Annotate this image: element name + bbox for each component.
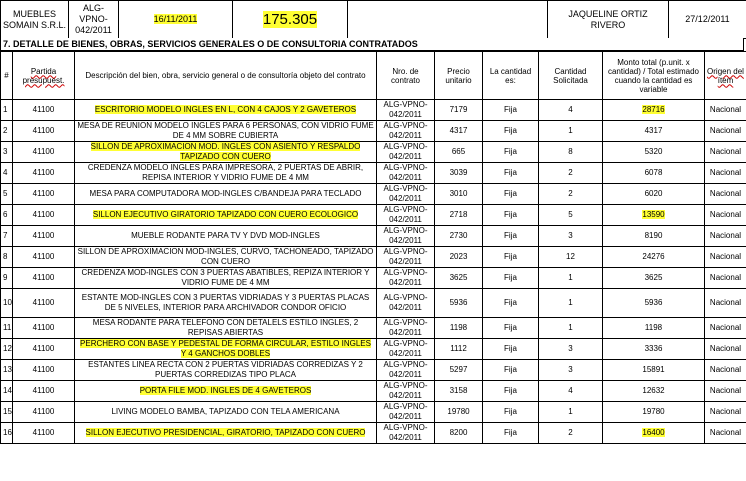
- row-partida: 41100: [13, 184, 75, 205]
- row-total: 8190: [603, 226, 705, 247]
- row-quantity-type: Fija: [483, 381, 539, 402]
- row-contract: ALG-VPNO-042/2011: [377, 268, 435, 289]
- row-description: [75, 100, 377, 121]
- row-description: MUEBLE RODANTE PARA TV Y DVD MOD-INGLES: [75, 226, 377, 247]
- row-origin: Nacional: [705, 247, 746, 268]
- row-number: 2: [1, 121, 13, 142]
- row-total: [603, 205, 705, 226]
- row-contract: ALG-VPNO-042/2011: [377, 423, 435, 444]
- row-price: 7179: [435, 100, 483, 121]
- table-header-row: [1, 52, 746, 100]
- row-quantity: 5: [539, 205, 603, 226]
- row-partida: 41100: [13, 402, 75, 423]
- row-quantity: 2: [539, 184, 603, 205]
- table-row: [1, 100, 746, 121]
- row-partida: 41100: [13, 226, 75, 247]
- row-description: [75, 381, 377, 402]
- row-contract: ALG-VPNO-042/2011: [377, 318, 435, 339]
- vendor-name: MUEBLES SOMAIN S.R.L.: [1, 1, 69, 39]
- row-origin: Nacional: [705, 318, 746, 339]
- person-name: JAQUELINE ORTIZ RIVERO: [548, 1, 669, 39]
- row-price: 3158: [435, 381, 483, 402]
- row-origin: Nacional: [705, 381, 746, 402]
- row-quantity: 12: [539, 247, 603, 268]
- row-partida: 41100: [13, 121, 75, 142]
- row-origin: Nacional: [705, 289, 746, 318]
- row-number: 14: [1, 381, 13, 402]
- row-description: ESTANTES LINEA RECTA CON 2 PUERTAS VIDRIADAS CORREDIZAS Y 2 PUERTAS CORREDIZAS TIPO PLACA: [75, 360, 377, 381]
- row-total: 3336: [603, 339, 705, 360]
- row-description: CREDENZA MODELO INGLES PARA IMPRESORA, 2 PUERTAS DE ABRIR, REPISA INTERIOR Y VIDRIO FUME DE 4 MM: [75, 163, 377, 184]
- row-total: [603, 423, 705, 444]
- col-partida: Partida presupuest.: [13, 52, 75, 100]
- row-quantity: 4: [539, 381, 603, 402]
- row-partida: 41100: [13, 423, 75, 444]
- table-row: [1, 226, 746, 247]
- row-total-highlight: 28716: [642, 105, 665, 114]
- row-quantity-type: Fija: [483, 360, 539, 381]
- row-price: 2023: [435, 247, 483, 268]
- row-description: MESA RODANTE PARA TELEFONO CON DETALELS ESTILO INGLES, 2 REPISAS ABIERTAS: [75, 318, 377, 339]
- row-quantity: 2: [539, 423, 603, 444]
- row-partida: 41100: [13, 339, 75, 360]
- row-contract: ALG-VPNO-042/2011: [377, 381, 435, 402]
- row-partida: 41100: [13, 142, 75, 163]
- row-partida: 41100: [13, 205, 75, 226]
- row-origin: Nacional: [705, 142, 746, 163]
- table-row: [1, 268, 746, 289]
- row-contract: ALG-VPNO-042/2011: [377, 205, 435, 226]
- table-row: [1, 163, 746, 184]
- row-description: [75, 423, 377, 444]
- row-total: 15891: [603, 360, 705, 381]
- row-description: MESA PARA COMPUTADORA MOD-INGLES C/BANDEJA PARA TECLADO: [75, 184, 377, 205]
- row-origin: Nacional: [705, 423, 746, 444]
- table-row: [1, 318, 746, 339]
- row-price: 2718: [435, 205, 483, 226]
- table-row: [1, 423, 746, 444]
- row-quantity: 1: [539, 289, 603, 318]
- col-nro: Nro. de contrato: [377, 52, 435, 100]
- row-partida: 41100: [13, 360, 75, 381]
- row-contract: ALG-VPNO-042/2011: [377, 100, 435, 121]
- row-total: 5936: [603, 289, 705, 318]
- row-description-highlight: SILLON DE APROXIMACION MOD. INGLES CON ASIENTO Y RESPALDO TAPIZADO CON CUERO: [90, 142, 361, 161]
- row-description: ESTANTE MOD-INGLES CON 3 PUERTAS VIDRIADAS Y 3 PUERTAS PLACAS DE 5 NIVELES, INTERIOR PARA ARCHIVADOR CONDOR OFICIO: [75, 289, 377, 318]
- row-number: 16: [1, 423, 13, 444]
- row-contract: ALG-VPNO-042/2011: [377, 339, 435, 360]
- row-total: 5320: [603, 142, 705, 163]
- row-price: 19780: [435, 402, 483, 423]
- contract-number: ALG-VPNO-042/2011: [69, 1, 119, 39]
- col-cantidad-sol: Cantidad Solicitada: [539, 52, 603, 100]
- row-quantity: 1: [539, 318, 603, 339]
- row-total: [603, 100, 705, 121]
- table-row: [1, 402, 746, 423]
- row-description: [75, 205, 377, 226]
- table-row: [1, 121, 746, 142]
- table-row: [1, 289, 746, 318]
- row-description-highlight: PORTA FILE MOD. INGLES DE 4 GAVETEROS: [139, 386, 312, 395]
- row-quantity-type: Fija: [483, 268, 539, 289]
- row-description-highlight: PERCHERO CON BASE Y PEDESTAL DE FORMA CIRCULAR, ESTILO INGLES Y 4 GANCHOS DOBLES: [80, 339, 371, 358]
- blank-cell: [348, 1, 548, 39]
- row-number: 8: [1, 247, 13, 268]
- row-quantity: 2: [539, 163, 603, 184]
- row-quantity: 3: [539, 226, 603, 247]
- row-description: SILLON DE APROXIMACION MOD-INGLES, CURVO, TACHONEADO, TAPIZADO CON CUERO: [75, 247, 377, 268]
- row-quantity: 1: [539, 268, 603, 289]
- row-description: [75, 339, 377, 360]
- row-origin: Nacional: [705, 184, 746, 205]
- row-quantity-type: Fija: [483, 247, 539, 268]
- row-contract: ALG-VPNO-042/2011: [377, 121, 435, 142]
- row-total: 4317: [603, 121, 705, 142]
- row-number: 6: [1, 205, 13, 226]
- row-total-highlight: 16400: [642, 428, 665, 437]
- row-description: MESA DE REUNION MODELO INGLES PARA 6 PERSONAS, CON VIDRIO FUME DE 4 MM SOBRE CUBIERTA: [75, 121, 377, 142]
- row-total: 12632: [603, 381, 705, 402]
- row-origin: Nacional: [705, 100, 746, 121]
- row-contract: ALG-VPNO-042/2011: [377, 163, 435, 184]
- row-price: 5297: [435, 360, 483, 381]
- table-row: [1, 339, 746, 360]
- row-quantity-type: Fija: [483, 184, 539, 205]
- row-partida: 41100: [13, 163, 75, 184]
- row-origin: Nacional: [705, 163, 746, 184]
- row-contract: ALG-VPNO-042/2011: [377, 142, 435, 163]
- row-contract: ALG-VPNO-042/2011: [377, 360, 435, 381]
- row-price: 3039: [435, 163, 483, 184]
- col-num: #: [1, 52, 13, 100]
- row-origin: Nacional: [705, 360, 746, 381]
- row-partida: 41100: [13, 318, 75, 339]
- row-quantity-type: Fija: [483, 121, 539, 142]
- row-quantity-type: Fija: [483, 100, 539, 121]
- amount-value: 175.305: [262, 10, 318, 28]
- col-monto: Monto total (p.unit. x cantidad) / Total estimado cuando la cantidad es variable: [603, 52, 705, 100]
- section-title: 7. DETALLE DE BIENES, OBRAS, SERVICIOS GENERALES O DE CONSULTORIA CONTRATADOS: [0, 38, 744, 51]
- row-origin: Nacional: [705, 402, 746, 423]
- row-total-highlight: 13590: [642, 210, 665, 219]
- row-origin: Nacional: [705, 268, 746, 289]
- row-quantity: 1: [539, 402, 603, 423]
- row-quantity: 3: [539, 360, 603, 381]
- row-quantity-type: Fija: [483, 289, 539, 318]
- row-origin: Nacional: [705, 121, 746, 142]
- row-number: 15: [1, 402, 13, 423]
- row-total: 24276: [603, 247, 705, 268]
- row-price: 5936: [435, 289, 483, 318]
- row-total: 3625: [603, 268, 705, 289]
- row-quantity-type: Fija: [483, 423, 539, 444]
- row-partida: 41100: [13, 381, 75, 402]
- row-quantity: 8: [539, 142, 603, 163]
- date-cell: [119, 1, 233, 39]
- contract-header-table: [0, 0, 746, 39]
- row-partida: 41100: [13, 247, 75, 268]
- col-origen: Origen del ítem: [705, 52, 746, 100]
- row-number: 11: [1, 318, 13, 339]
- table-row: [1, 381, 746, 402]
- table-row: [1, 360, 746, 381]
- row-partida: 41100: [13, 289, 75, 318]
- row-price: 3625: [435, 268, 483, 289]
- table-row: [1, 184, 746, 205]
- row-origin: Nacional: [705, 226, 746, 247]
- row-contract: ALG-VPNO-042/2011: [377, 226, 435, 247]
- row-number: 1: [1, 100, 13, 121]
- row-description-highlight: SILLON EJECUTIVO PRESIDENCIAL, GIRATORIO, TAPIZADO CON CUERO: [85, 428, 366, 437]
- row-partida: 41100: [13, 100, 75, 121]
- row-total: 1198: [603, 318, 705, 339]
- row-contract: ALG-VPNO-042/2011: [377, 247, 435, 268]
- row-quantity-type: Fija: [483, 163, 539, 184]
- row-origin: Nacional: [705, 205, 746, 226]
- row-number: 7: [1, 226, 13, 247]
- row-contract: ALG-VPNO-042/2011: [377, 289, 435, 318]
- row-quantity: 4: [539, 100, 603, 121]
- end-date: 27/12/2011: [669, 1, 746, 39]
- row-quantity-type: Fija: [483, 142, 539, 163]
- col-precio: Precio unitario: [435, 52, 483, 100]
- row-quantity-type: Fija: [483, 318, 539, 339]
- row-number: 5: [1, 184, 13, 205]
- row-total: 6078: [603, 163, 705, 184]
- row-description: CREDENZA MOD-INGLES CON 3 PUERTAS ABATIBLES, REPIZA INTERIOR Y VIDRIO FUME DE 4 MM: [75, 268, 377, 289]
- row-number: 13: [1, 360, 13, 381]
- row-quantity: 3: [539, 339, 603, 360]
- row-quantity-type: Fija: [483, 339, 539, 360]
- row-price: 8200: [435, 423, 483, 444]
- col-desc: Descripción del bien, obra, servicio general o de consultoría objeto del contrato: [75, 52, 377, 100]
- row-number: 12: [1, 339, 13, 360]
- row-price: 1112: [435, 339, 483, 360]
- row-price: 3010: [435, 184, 483, 205]
- row-price: 4317: [435, 121, 483, 142]
- row-price: 1198: [435, 318, 483, 339]
- date-value: 16/11/2011: [153, 14, 198, 24]
- row-description-highlight: ESCRITORIO MODELO INGLES EN L, CON 4 CAJOS Y 2 GAVETEROS: [94, 105, 357, 114]
- row-quantity-type: Fija: [483, 205, 539, 226]
- row-description-highlight: SILLON EJECUTIVO GIRATORIO TAPIZADO CON CUERO ECOLOGICO: [92, 210, 359, 219]
- row-total: 6020: [603, 184, 705, 205]
- row-number: 3: [1, 142, 13, 163]
- row-description: [75, 142, 377, 163]
- row-number: 9: [1, 268, 13, 289]
- row-number: 10: [1, 289, 13, 318]
- row-number: 4: [1, 163, 13, 184]
- table-row: [1, 142, 746, 163]
- row-description: LIVING MODELO BAMBA, TAPIZADO CON TELA AMERICANA: [75, 402, 377, 423]
- row-quantity-type: Fija: [483, 402, 539, 423]
- items-table: [0, 51, 746, 444]
- col-cantidad-es: La cantidad es:: [483, 52, 539, 100]
- row-origin: Nacional: [705, 339, 746, 360]
- table-row: [1, 247, 746, 268]
- row-total: 19780: [603, 402, 705, 423]
- row-contract: ALG-VPNO-042/2011: [377, 402, 435, 423]
- row-price: 2730: [435, 226, 483, 247]
- row-partida: 41100: [13, 268, 75, 289]
- amount-cell: [233, 1, 348, 39]
- row-contract: ALG-VPNO-042/2011: [377, 184, 435, 205]
- row-quantity: 1: [539, 121, 603, 142]
- row-price: 665: [435, 142, 483, 163]
- row-quantity-type: Fija: [483, 226, 539, 247]
- table-row: [1, 205, 746, 226]
